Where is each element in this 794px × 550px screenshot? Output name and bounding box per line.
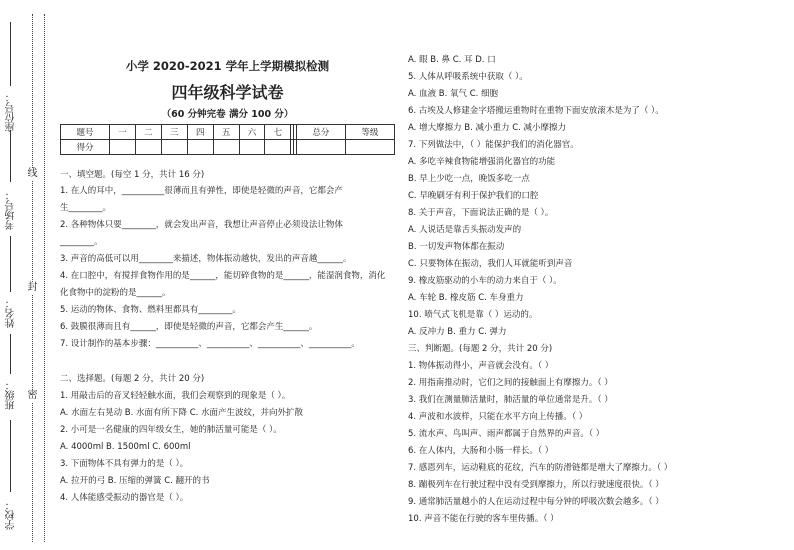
judgement-line: 7. 感恩列车，运动鞋底的花纹，汽车的防滑链都是增大了摩擦力。（ ） [408, 463, 673, 473]
judgement-line: 9. 通常肺活量越小的人在运动过程中每分钟的呼吸次数会越多。（ ） [408, 497, 664, 507]
exam-subtitle: 四年级科学试卷 [171, 83, 284, 102]
question-line: 9. 橡皮筋驱动的小车的动力来自于（ ）。 [408, 276, 562, 286]
cut-mark-xian: 线 [27, 168, 38, 179]
option-line: C. 早晚刷牙有利于保护我们的口腔 [408, 191, 539, 201]
score-cell: 四 [187, 125, 213, 140]
score-input-cell[interactable] [135, 140, 161, 155]
school-label: 学校： [6, 500, 17, 530]
score-input-cell[interactable] [345, 140, 394, 155]
judgement-line: 4. 声波和水波样，只能在水平方向上传播。（ ） [408, 412, 588, 422]
question-line: 生________。 [60, 203, 112, 213]
option-line: A. 眼 B. 鼻 C. 耳 D. 口 [408, 55, 496, 65]
cut-line-inner [44, 14, 45, 542]
cut-line-outer [32, 14, 33, 542]
exam-title: 小学 2020-2021 学年上学期模拟检测 [125, 59, 330, 73]
question-line: 2. 小可是一名健康的四年级女生，她的肺活量可能是（ ）。 [60, 425, 282, 435]
class-label: 班级： [6, 380, 17, 410]
score-cell: 五 [213, 125, 239, 140]
score-cell: 二 [135, 125, 161, 140]
score-table-header-row [61, 125, 395, 140]
score-input-cell[interactable] [110, 140, 136, 155]
question-line: 10. 喷气式飞机是靠（ ）运动的。 [408, 310, 538, 320]
option-line: A. 4000ml B. 1500ml C. 600ml [60, 442, 191, 452]
option-line: A. 血液 B. 氧气 C. 细胞 [408, 89, 499, 99]
score-input-cell[interactable] [187, 140, 213, 155]
question-line: 5. 运动的物体、食物、燃料里都具有________。 [60, 305, 241, 315]
question-line: 4. 在口腔中，有搅拌食物作用的是______，能切碎食物的是______，能湿润食物，消化 [60, 271, 386, 281]
question-line: 3. 声音的高低可以用________来描述，物体振动越快，发出的声音越______。 [60, 254, 352, 264]
option-line: A. 车轮 B. 橡皮筋 C. 车身重力 [408, 293, 524, 303]
score-cell: 一 [110, 125, 136, 140]
question-line: 5. 人体从呼吸系统中获取（ ）。 [408, 72, 528, 82]
question-line: 4. 人体能感受振动的器官是（ ）。 [60, 493, 189, 503]
score-cell: 等级 [345, 125, 394, 140]
score-input-cell[interactable] [296, 140, 345, 155]
option-line: A. 人说话是靠舌头振动发声的 [408, 225, 522, 235]
question-line: 1. 用敲击后的音叉轻轻触水面，我们会观察到的现象是（ ）。 [60, 391, 291, 401]
question-line: 7. 设计制作的基本步骤：__________、__________、__________、__________。 [60, 339, 360, 349]
score-input-cell[interactable] [213, 140, 239, 155]
score-cell: 得分 [61, 140, 110, 155]
score-input-cell[interactable] [161, 140, 187, 155]
question-line: 化食物中的淀粉的是______。 [60, 288, 171, 298]
score-cell: 七 [265, 125, 291, 140]
school-field[interactable] [10, 420, 11, 492]
exam-room-label: 考场号： [6, 190, 17, 230]
question-line: 8. 关于声音，下面说法正确的是（ ）。 [408, 208, 554, 218]
judgement-line: 1. 物体振动得小，声音就会没有。（ ） [408, 361, 554, 371]
cut-mark-mi: 密 [27, 390, 38, 401]
score-cell: 总分 [296, 125, 345, 140]
score-input-cell[interactable] [265, 140, 291, 155]
judgement-line: 5. 流水声、鸟叫声、雨声都属于自然界的声音。（ ） [408, 429, 605, 439]
score-table-score-row [61, 140, 395, 155]
score-cell: 题号 [61, 125, 110, 140]
section-heading: 一、填空题。(每空 1 分，共计 16 分) [60, 170, 205, 180]
question-line: ________。 [60, 237, 103, 247]
score-cell: 三 [161, 125, 187, 140]
section-heading: 三、判断题。(每题 2 分，共计 20 分) [408, 344, 553, 354]
judgement-line: 8. 蹦极列车在行驶过程中没有受到摩擦力，所以行驶速度很快。（ ） [408, 480, 664, 490]
question-line: 1. 在人的耳中，__________很薄而且有弹性，即使是轻微的声音，它都会产 [60, 186, 343, 196]
question-line: 6. 鼓膜很薄而且有______，即使是轻微的声音，它都会产生______。 [60, 322, 318, 332]
option-line: B. 早上少吃一点，晚饭多吃一点 [408, 174, 530, 184]
option-line: A. 增大摩擦力 B. 减小重力 C. 减小摩擦力 [408, 123, 567, 133]
question-line: 7. 下列做法中，（ ）能保护我们的消化器官。 [408, 140, 579, 150]
score-cell: 六 [239, 125, 265, 140]
question-line: 6. 古埃及人修建金字塔搬运重物时在重物下面安放滚木是为了（ ）。 [408, 106, 664, 116]
judgement-line: 6. 在人体内，大肠和小肠一样长。（ ） [408, 446, 554, 456]
judgement-line: 10. 声音不能在行驶的客车里传播。（ ） [408, 514, 559, 524]
option-line: A. 反冲力 B. 重力 C. 弹力 [408, 327, 507, 337]
exam-note: （60 分钟完卷 满分 100 分） [161, 109, 294, 120]
score-table [60, 124, 395, 155]
option-line: C. 只要物体在振动，我们人耳就能听到声音 [408, 259, 573, 269]
option-line: A. 多吃辛辣食物能增强消化器官的功能 [408, 157, 556, 167]
judgement-line: 2. 用指南推动时，它们之间的接触面上有摩擦力。（ ） [408, 378, 613, 388]
question-line: 2. 各种物体只要________，就会发出声音，我想让声音停止必须设法让物体 [60, 220, 343, 230]
binding-strip [0, 0, 52, 550]
option-line: A. 水面左右晃动 B. 水面有所下降 C. 水面产生波纹，并向外扩散 [60, 408, 304, 418]
section-heading: 二、选择题。(每题 2 分，共计 20 分) [60, 374, 205, 384]
name-label: 姓名： [6, 298, 17, 328]
judgement-line: 3. 我们在测量肺活量时，肺活量的单位通常是升。（ ） [408, 395, 613, 405]
option-line: B. 一切发声物体都在振动 [408, 242, 505, 252]
score-input-cell[interactable] [239, 140, 265, 155]
seat-number-field[interactable] [10, 22, 11, 86]
name-field[interactable] [10, 236, 11, 292]
cut-mark-feng: 封 [27, 282, 38, 293]
seat-number-label: 座位号： [6, 92, 17, 132]
class-field[interactable] [10, 334, 11, 374]
option-line: A. 拉开的弓 B. 压缩的弹簧 C. 翻开的书 [60, 476, 210, 486]
exam-room-field[interactable] [10, 130, 11, 182]
question-line: 3. 下面物体不具有弹力的是（ ）。 [60, 459, 189, 469]
